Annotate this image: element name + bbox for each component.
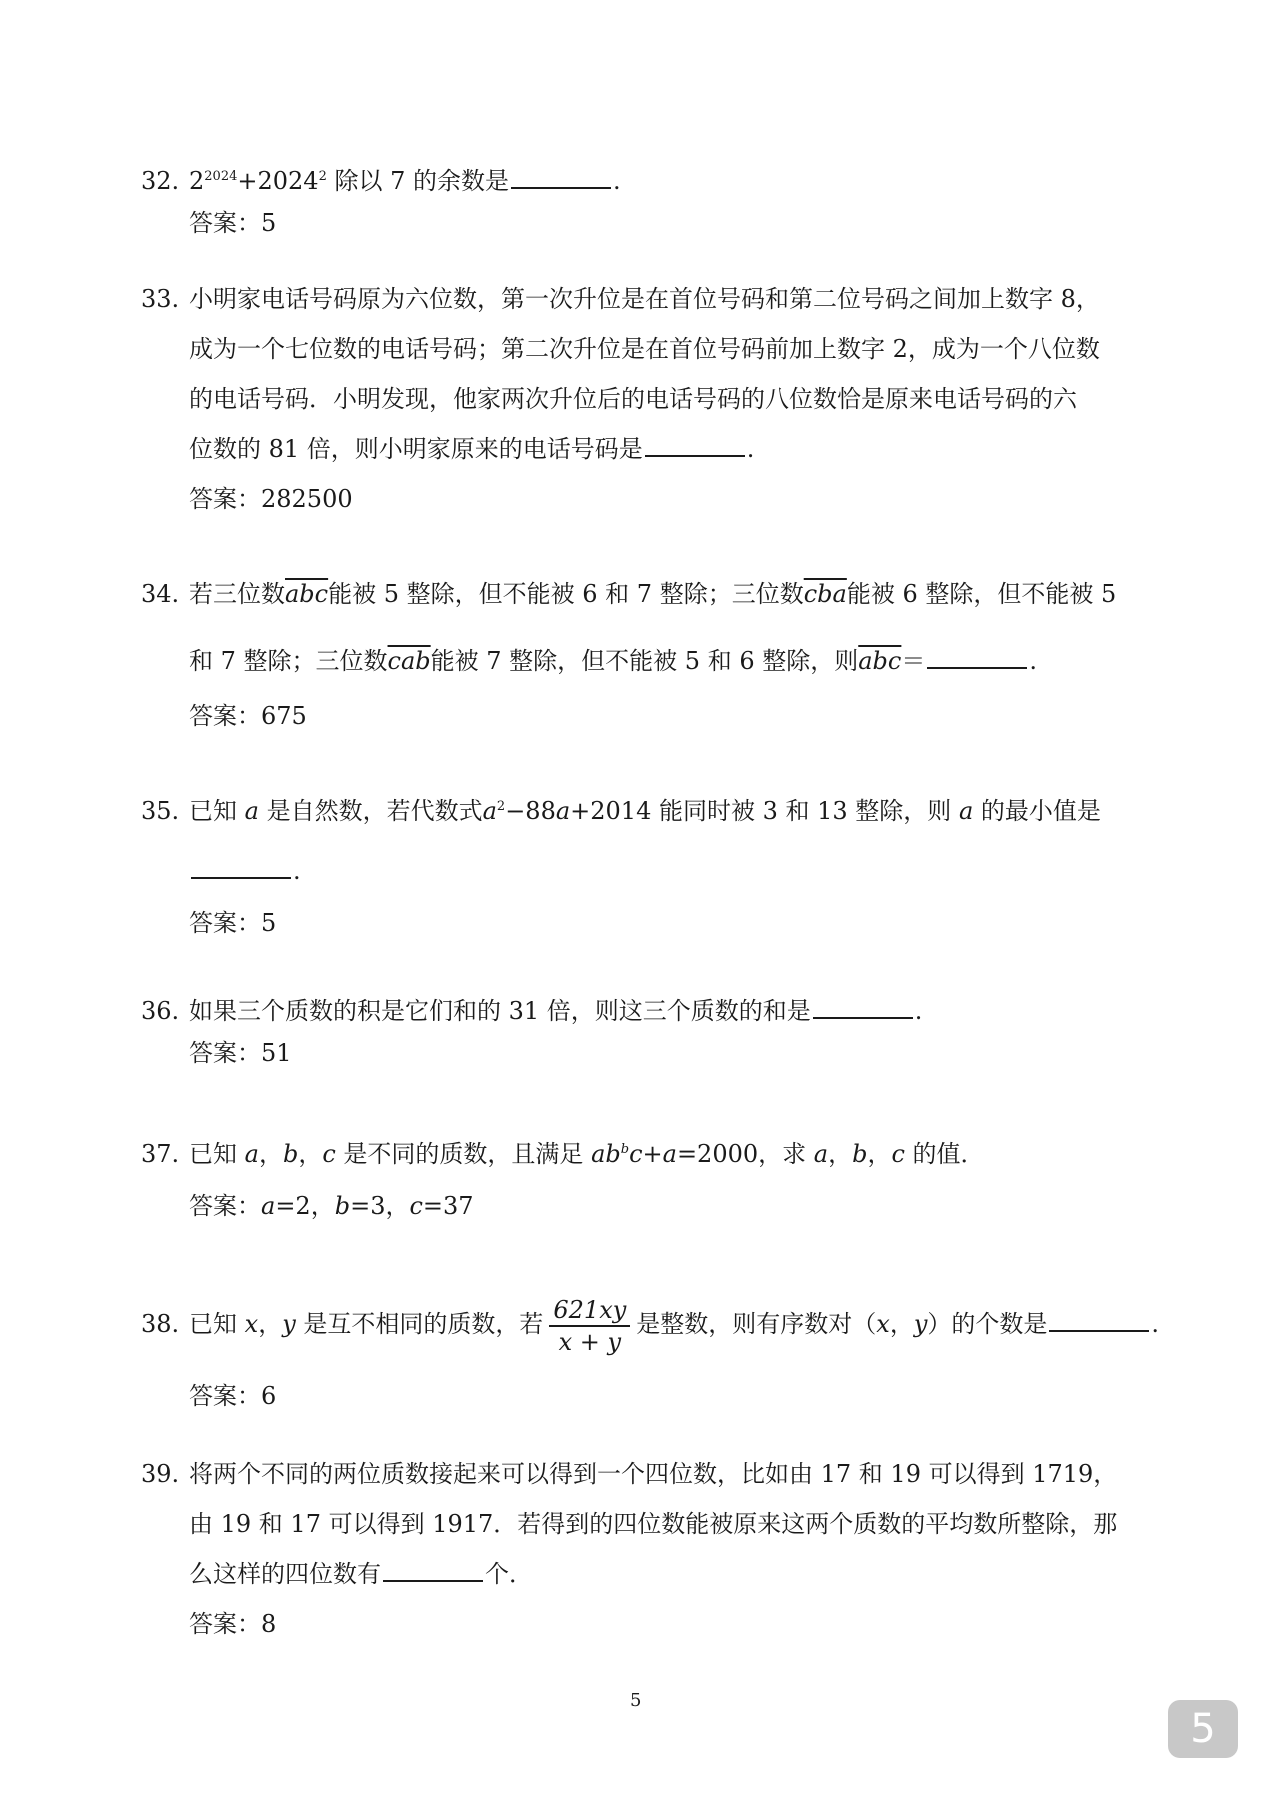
question-text-line: 如果三个质数的积是它们和的 31 倍，则这三个质数的和是 . [189,997,923,1025]
fraction: $\frac{621xy}{x + y}$ [549,1295,630,1357]
question-text-line: 和 7 整除；三位数$\overline{cab}$能被 7 整除，但不能被 5 和 6 整除，则$\overline{abc}=$ . [189,647,1038,675]
question-text-line: 已知 a 是自然数，若代数式$a^2-88a+2014$ 能同时被 3 和 13 整除，则 a 的最小值是 [189,797,1101,825]
answer-blank [191,855,291,879]
question-number: 37. [141,1140,180,1168]
answer-text: 答案：6 [189,1382,277,1410]
question-text-line: 的电话号码．小明发现，他家两次升位后的电话号码的八位数恰是原来电话号码的六 [189,385,1077,413]
question-text-line: 小明家电话号码原为六位数，第一次升位是在首位号码和第二位号码之间加上数字 8， [189,285,1100,313]
answer-text: 答案：5 [189,209,277,237]
question-text-line: 已知 a，b，c 是不同的质数，且满足 $ab^bc+a=2000$，求 a，b，c 的值． [189,1140,985,1168]
answer-text: 答案：8 [189,1610,277,1638]
overline-number: $\overline{abc}$ [858,647,902,675]
question-text-line: 由 19 和 17 可以得到 1917．若得到的四位数能被原来这两个质数的平均数所整除，那 [189,1510,1118,1538]
question-text-line: 么这样的四位数有 个． [189,1560,533,1588]
question-text-line: . [189,855,301,887]
question-text-line: 将两个不同的两位质数接起来可以得到一个四位数，比如由 17 和 19 可以得到 1719， [189,1460,1118,1488]
answer-text: 答案：5 [189,909,277,937]
question-number: 35. [141,797,180,825]
question-text-line: 成为一个七位数的电话号码；第二次升位是在首位号码前加上数字 2，成为一个八位数 [189,335,1100,363]
answer-blank [645,433,745,457]
answer-text: 答案：282500 [189,485,353,513]
overline-number: $\overline{cab}$ [387,647,431,675]
overline-number: $\overline{abc}$ [285,580,329,608]
answer-text: 答案：675 [189,702,307,730]
answer-blank [927,645,1027,669]
answer-text: 答案：51 [189,1039,292,1067]
answer-blank [1049,1308,1149,1332]
question-number: 32. [141,167,180,195]
question-text: $2^{2024}+2024^2$ 除以 7 的余数是 . [189,167,621,195]
page-number: 5 [630,1690,642,1711]
question-number: 33. [141,285,180,313]
answer-blank [511,165,611,189]
question-text-line: 位数的 81 倍，则小明家原来的电话号码是 . [189,435,755,463]
answer-blank [383,1558,483,1582]
question-text-line: 已知 x，y 是互不相同的质数，若 $\frac{621xy}{x + y}$ 是整数，则有序数对（x，y）的个数是 . [189,1295,1160,1356]
page-badge: 5 [1168,1700,1238,1758]
answer-blank [813,995,913,1019]
question-number: 38. [141,1310,180,1338]
overline-number: $\overline{cba}$ [803,580,847,608]
answer-text: 答案：a=2，b=3，c=37 [189,1192,474,1220]
question-number: 34. [141,580,180,608]
question-number: 39. [141,1460,180,1488]
question-number: 36. [141,997,180,1025]
question-text-line: 若三位数$\overline{abc}$能被 5 整除，但不能被 6 和 7 整除；三位数$\overline{cba}$能被 6 整除，但不能被 5 [189,580,1117,608]
